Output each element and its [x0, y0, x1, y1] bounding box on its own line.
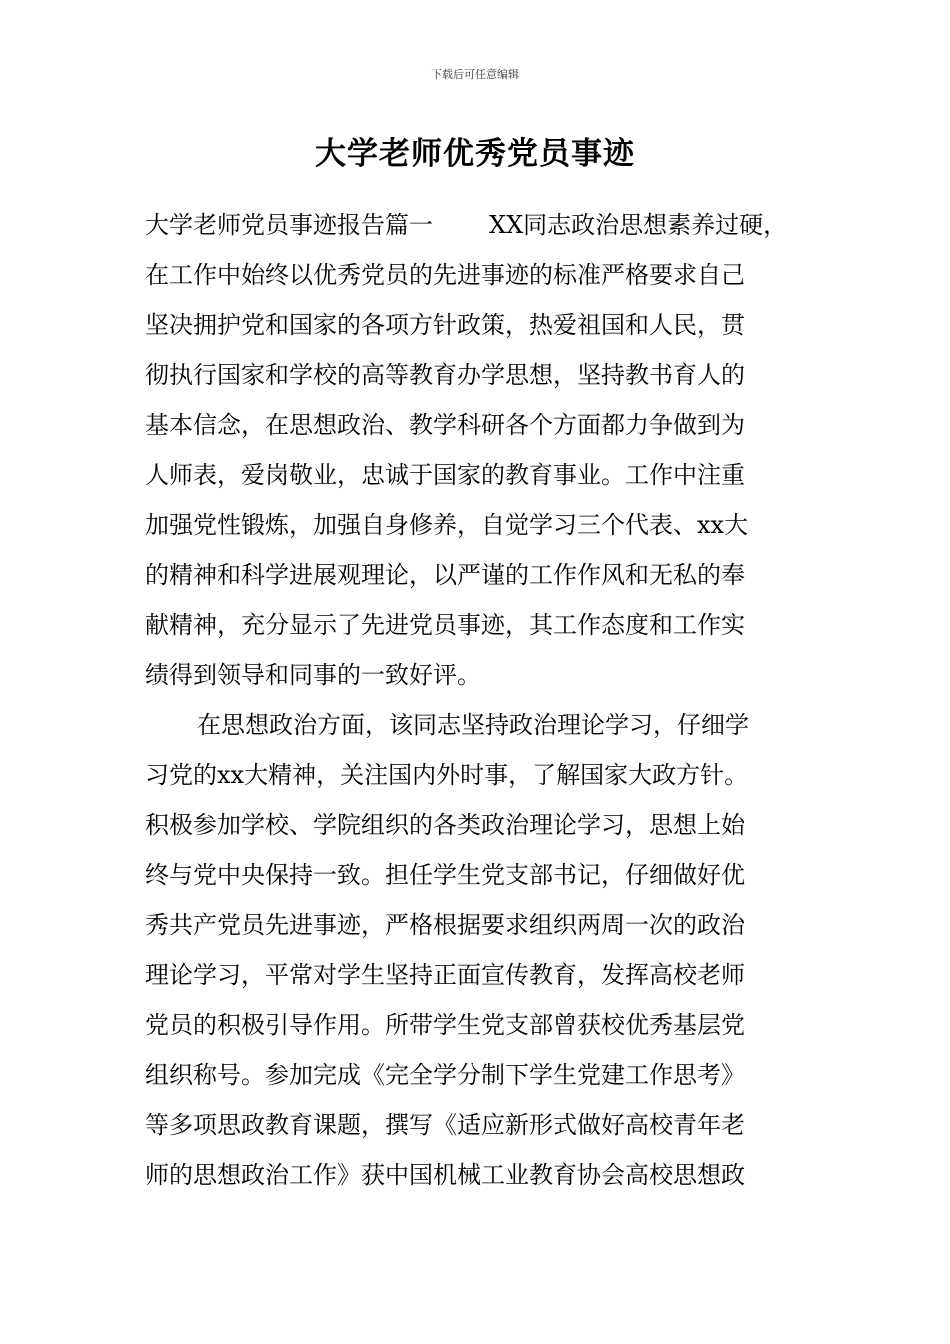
paragraph-2-line: 习党的xx大精神，关注国内外时事，了解国家大政方针。 — [145, 761, 749, 789]
report-heading-text: 大学老师党员事迹报告篇一 — [145, 211, 433, 239]
paragraph-1-line: 献精神，充分显示了先进党员事迹，其工作态度和工作实 — [145, 611, 745, 639]
paragraph-1-line: 加强党性锻炼，加强自身修养，自觉学习三个代表、xx大 — [145, 511, 749, 539]
paragraph-2-line: 秀共产党员先进事迹，严格根据要求组织两周一次的政治 — [145, 911, 745, 939]
paragraph-2-line: 师的思想政治工作》获中国机械工业教育协会高校思想政 — [145, 1161, 745, 1189]
paragraph-1-line-1 — [145, 200, 817, 250]
paragraph-1-line: 坚决拥护党和国家的各项方针政策，热爱祖国和人民，贯 — [145, 311, 745, 339]
paragraph-2-line: 党员的积极引导作用。所带学生党支部曾获校优秀基层党 — [145, 1011, 745, 1039]
paragraph-1-opening-text: XX同志政治思想素养过硬， — [489, 211, 788, 239]
paragraph-2-line: 终与党中央保持一致。担任学生党支部书记，仔细做好优 — [145, 861, 745, 889]
paragraph-1-line: 基本信念，在思想政治、教学科研各个方面都力争做到为 — [145, 411, 745, 439]
paragraph-1-line: 绩得到领导和同事的一致好评。 — [145, 661, 481, 689]
document-title: 大学老师优秀党员事迹 — [315, 136, 635, 172]
paragraph-2-line: 组织称号。参加完成《完全学分制下学生党建工作思考》 — [145, 1061, 745, 1089]
page-header-note: 下载后可任意编辑 — [431, 68, 519, 81]
paragraph-1-line: 在工作中始终以优秀党员的先进事迹的标准严格要求自己 — [145, 261, 745, 289]
paragraph-2-line: 在思想政治方面，该同志坚持政治理论学习，仔细学 — [197, 711, 749, 739]
paragraph-1-line: 的精神和科学进展观理论，以严谨的工作作风和无私的奉 — [145, 561, 745, 589]
paragraph-2-line: 理论学习，平常对学生坚持正面宣传教育，发挥高校老师 — [145, 961, 745, 989]
paragraph-2-line: 等多项思政教育课题，撰写《适应新形式做好高校青年老 — [145, 1111, 745, 1139]
paragraph-1-line: 彻执行国家和学校的高等教育办学思想，坚持教书育人的 — [145, 361, 745, 389]
paragraph-1-line: 人师表，爱岗敬业，忠诚于国家的教育事业。工作中注重 — [145, 461, 745, 489]
document-body — [145, 200, 817, 1200]
paragraph-2-line: 积极参加学校、学院组织的各类政治理论学习，思想上始 — [145, 811, 745, 839]
